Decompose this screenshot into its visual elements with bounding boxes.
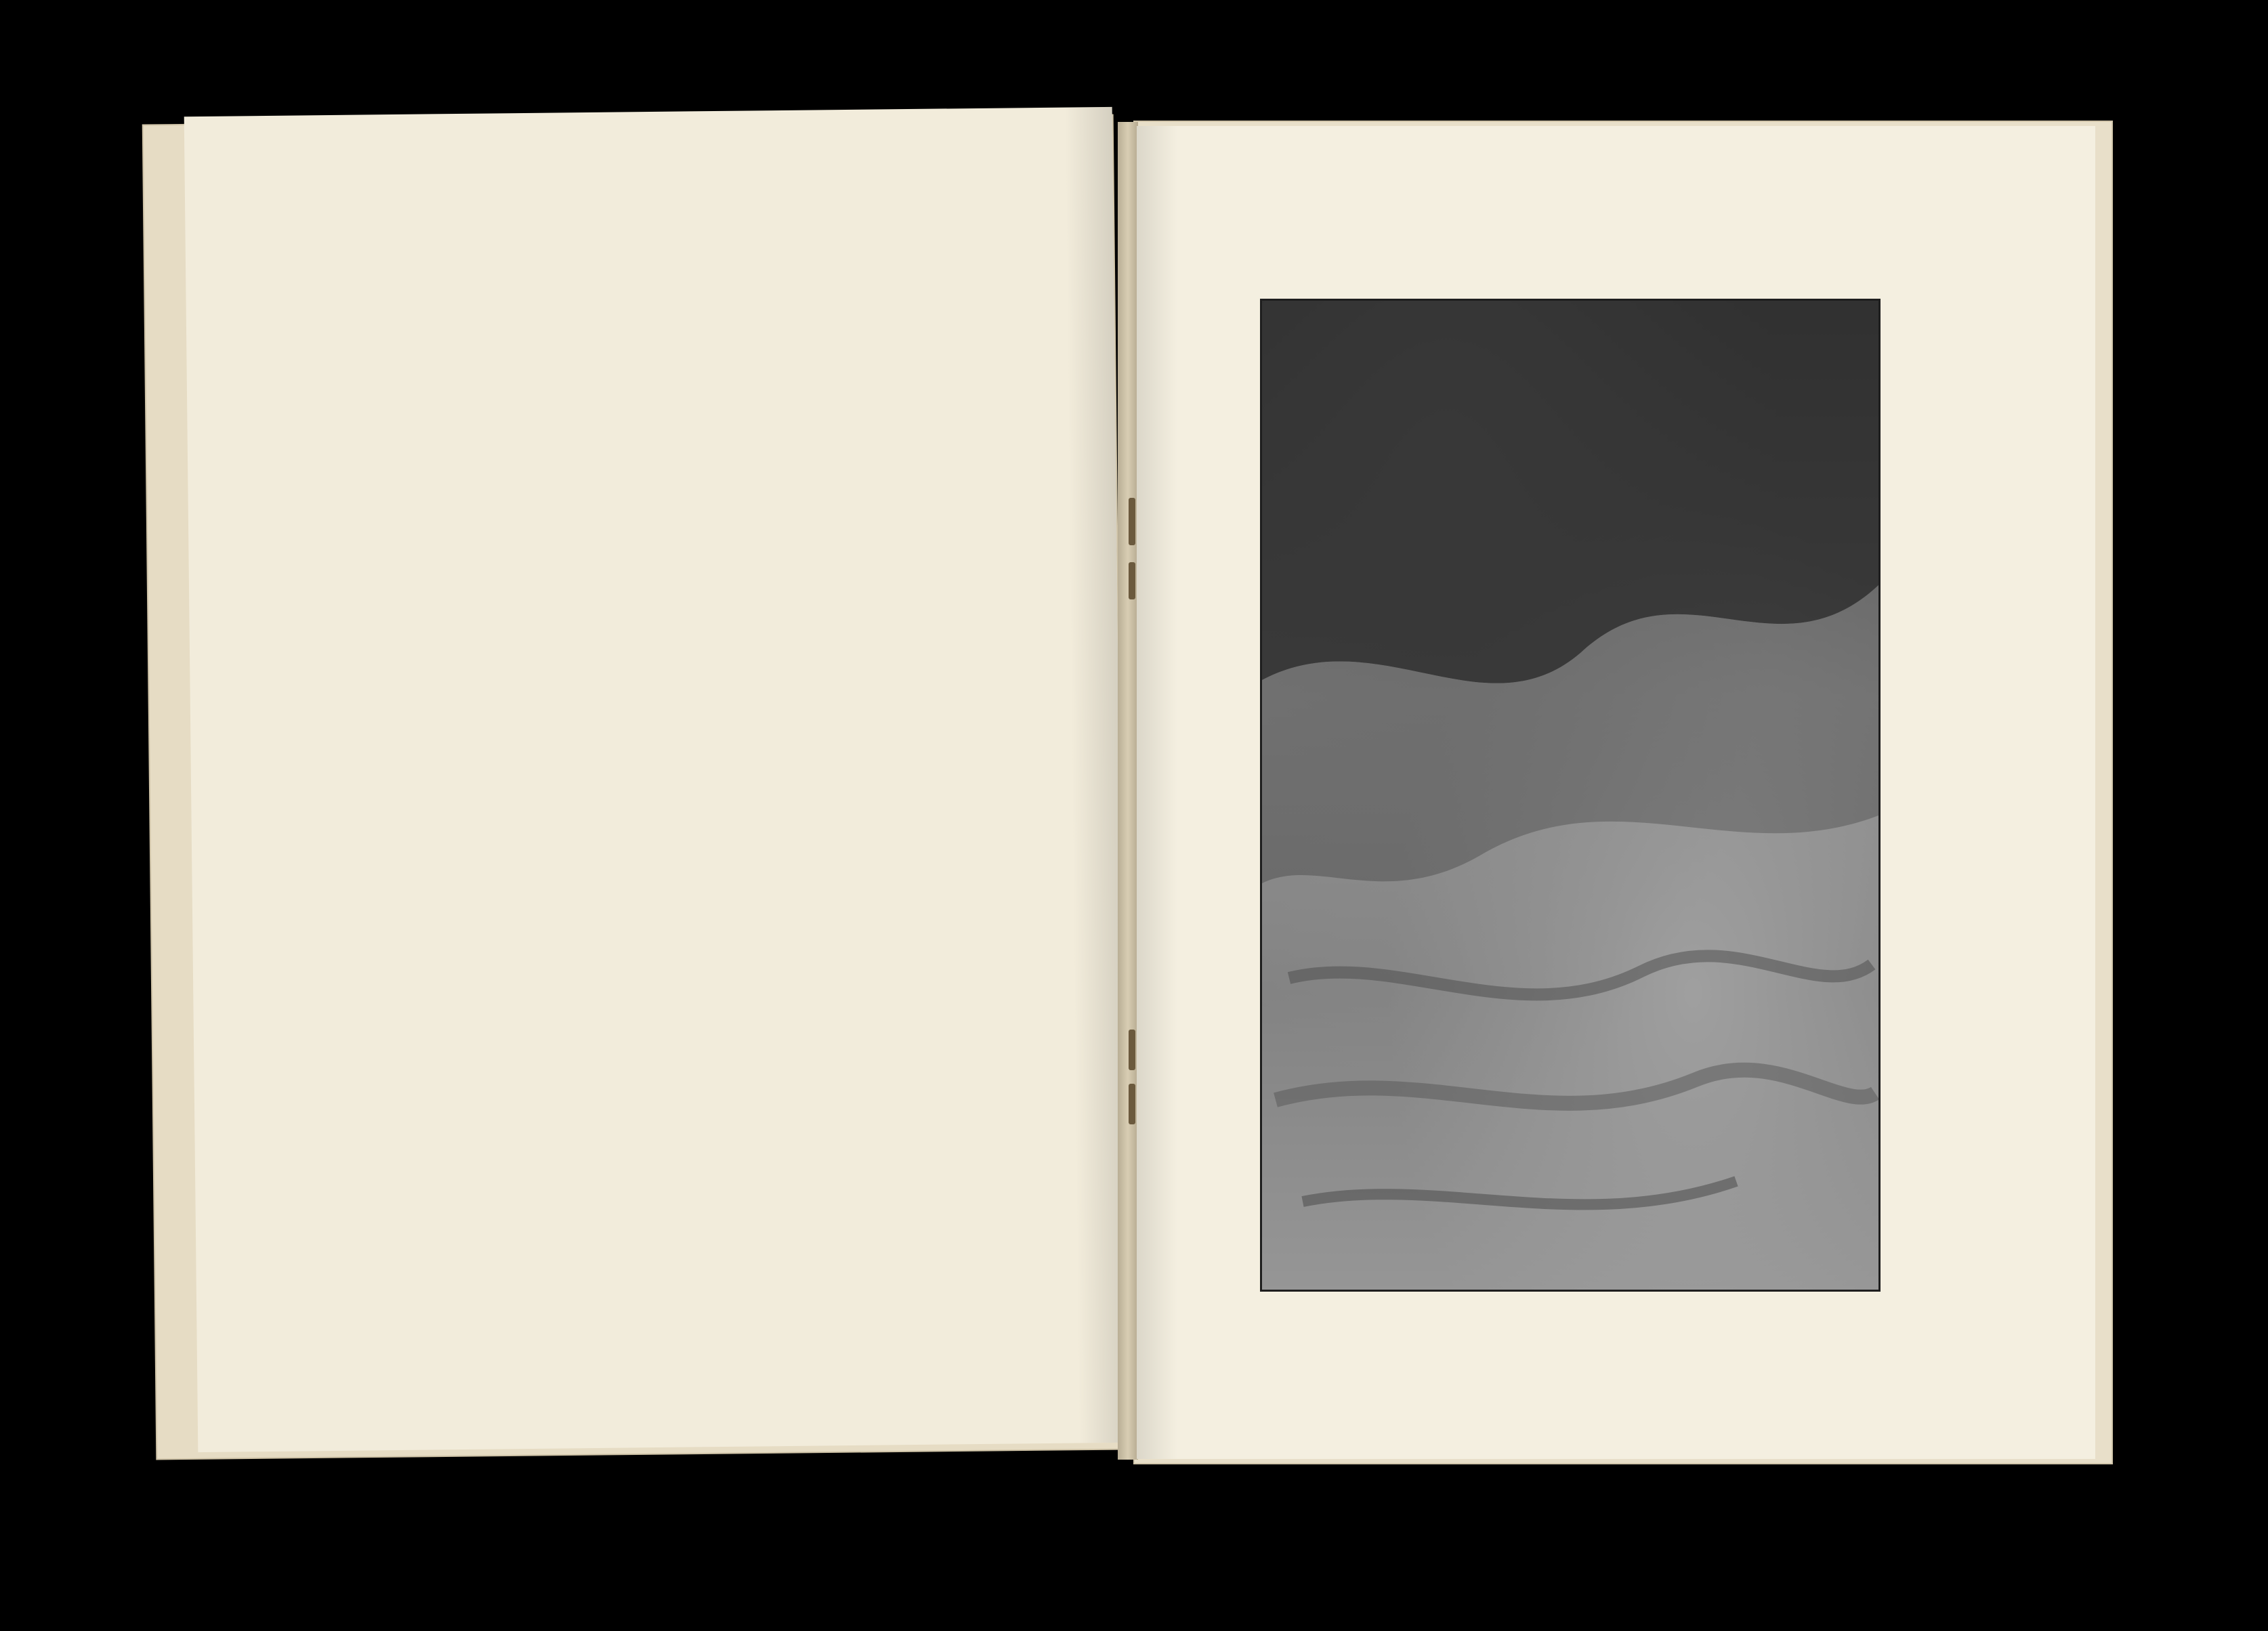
paragraph — [352, 205, 1016, 265]
photo-texture — [1262, 301, 1878, 1290]
binding-staple — [1129, 1084, 1135, 1124]
body-text — [352, 201, 1118, 1407]
book-gutter — [1118, 122, 1138, 1460]
binding-staple — [1129, 1030, 1135, 1070]
paragraph — [352, 205, 1016, 265]
paragraph — [352, 201, 1016, 261]
binding-staple — [1129, 498, 1135, 545]
left-page — [184, 107, 1127, 1452]
right-page — [1137, 126, 2095, 1459]
paragraph — [352, 205, 1016, 265]
paragraph — [352, 211, 1017, 270]
photograph — [1260, 299, 1881, 1292]
paragraph — [352, 205, 1016, 265]
binding-staple — [1129, 562, 1135, 599]
section-heading — [352, 211, 1017, 270]
